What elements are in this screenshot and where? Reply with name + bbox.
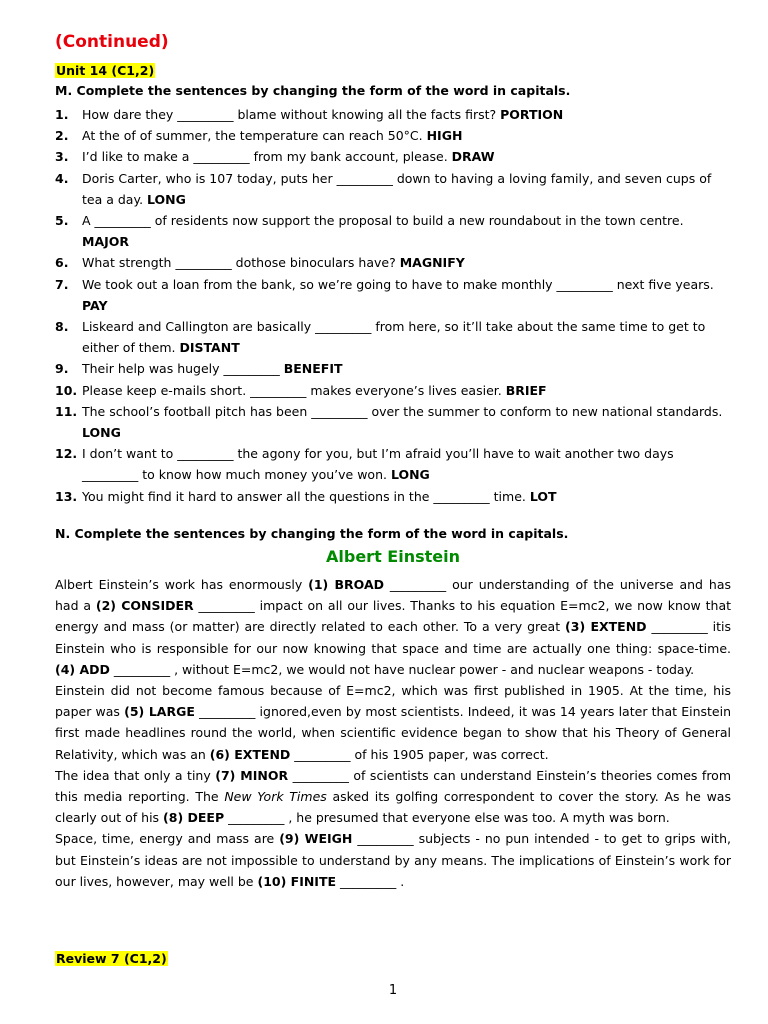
- paragraph: Einstein did not become famous because of E=mc2, which was first published in 1905. At the time, his paper was (5) LARGE _________ ignored,even by most scientists. Indeed, it was 14 years later that Einstein first made headlines round the world, when scientific evidence began to show that his Theory of General Relativity, which was an (6) EXTEND _________ of his 1905 paper, was correct.: [55, 683, 732, 762]
- capital-word: DISTANT: [179, 340, 240, 356]
- capital-word: MAGNIFY: [399, 255, 465, 271]
- list-item: 1. How dare they _________ blame without knowing all the facts first? PORTION: [55, 104, 731, 125]
- list-item: 9. Their help was hugely _________ BENEFIT: [55, 358, 731, 379]
- item-number: 13.: [55, 488, 78, 504]
- capital-word: DRAW: [451, 149, 495, 165]
- item-number: 12.: [55, 446, 78, 462]
- item-number: 3.: [55, 149, 69, 165]
- item-number: 6.: [55, 255, 69, 271]
- capital-word: LONG: [147, 191, 186, 207]
- capital-word: MAJOR: [82, 234, 130, 250]
- item-number: 7.: [55, 276, 69, 292]
- list-item: 11. The school’s football pitch has been _________ over the summer to conform to new national standards. LONG: [55, 401, 731, 443]
- article-title: Albert Einstein: [326, 547, 460, 566]
- list-item: 7. We took out a loan from the bank, so we’re going to have to make monthly _________ next five years. PAY: [55, 274, 731, 316]
- capital-word: HIGH: [426, 128, 463, 144]
- item-number: 9.: [55, 361, 69, 377]
- paragraph: Albert Einstein’s work has enormously (1) BROAD _________ our understanding of the universe and has had a (2) CONSIDER _________ impact on all our lives. Thanks to his equation E=mc2, we now know that energy and mass (or matter) are directly related to each other. To a very great (3) EXTEND _________ itis Einstein who is responsible for our now knowing that space and time are actually one thing: space-time. (4) ADD _________ , without E=mc2, we would not have nuclear power - and nuclear weapons - today.: [55, 577, 732, 677]
- list-item: 5. A _________ of residents now support the proposal to build a new roundabout in the town centre. MAJOR: [55, 210, 731, 252]
- list-item: 13. You might find it hard to answer all the questions in the _________ time. LOT: [55, 486, 731, 507]
- exercise-m-list: [55, 104, 731, 507]
- review-label: Review 7 (C1,2): [56, 951, 167, 966]
- capital-word: LONG: [82, 425, 121, 441]
- item-number: 5.: [55, 213, 69, 229]
- item-number: 1.: [55, 107, 69, 122]
- unit-label: Unit 14 (C1,2): [56, 63, 155, 78]
- section-m-instruction: M. Complete the sentences by changing the form of the word in capitals.: [55, 83, 571, 98]
- section-n-instruction: N. Complete the sentences by changing the form of the word in capitals.: [55, 526, 569, 541]
- list-item: 8. Liskeard and Callington are basically _________ from here, so it’ll take about the same time to get to either of them. DISTANT: [55, 316, 731, 358]
- capital-word: LONG: [390, 467, 430, 483]
- item-number: 10.: [55, 382, 78, 398]
- continued-heading: (Continued): [55, 32, 169, 52]
- capital-word: BRIEF: [505, 382, 547, 398]
- capital-word: LOT: [529, 488, 557, 504]
- page-number: 1: [388, 983, 398, 998]
- item-number: 8.: [55, 319, 69, 335]
- list-item: 4. Doris Carter, who is 107 today, puts her _________ down to having a loving family, and seven cups of tea a day. LONG: [55, 168, 731, 210]
- item-number: 11.: [55, 403, 78, 419]
- item-number: 2.: [55, 128, 69, 144]
- paragraph: The idea that only a tiny (7) MINOR _________ of scientists can understand Einstein’s theories comes from this media reporting. The New York Times asked its golfing correspondent to cover the story. As he was clearly out of his (8) DEEP _________ , he presumed that everyone else was too. A myth was born.: [55, 767, 732, 826]
- list-item: 6. What strength _________ dothose binoculars have? MAGNIFY: [55, 252, 731, 273]
- list-item: 10. Please keep e-mails short. _________ makes everyone’s lives easier. BRIEF: [55, 380, 731, 401]
- capital-word: PAY: [82, 297, 108, 313]
- capital-word: BENEFIT: [283, 361, 343, 377]
- paragraph: Space, time, energy and mass are (9) WEIGH _________ subjects - no pun intended - to get to grips with, but Einstein’s ideas are not impossible to understand by any means. The implications of Einstein’s work for our lives, however, may well be (10) FINITE _________ .: [55, 831, 731, 889]
- list-item: 2. At the of of summer, the temperature can reach 50°C. HIGH: [55, 125, 731, 146]
- article-body: [55, 574, 731, 892]
- list-item: 3. I’d like to make a _________ from my bank account, please. DRAW: [55, 146, 731, 167]
- item-number: 4.: [55, 170, 69, 186]
- list-item: 12. I don’t want to _________ the agony for you, but I’m afraid you’ll have to wait another two days _________ to know how much money you’ve won. LONG: [55, 443, 731, 485]
- capital-word: PORTION: [500, 107, 564, 122]
